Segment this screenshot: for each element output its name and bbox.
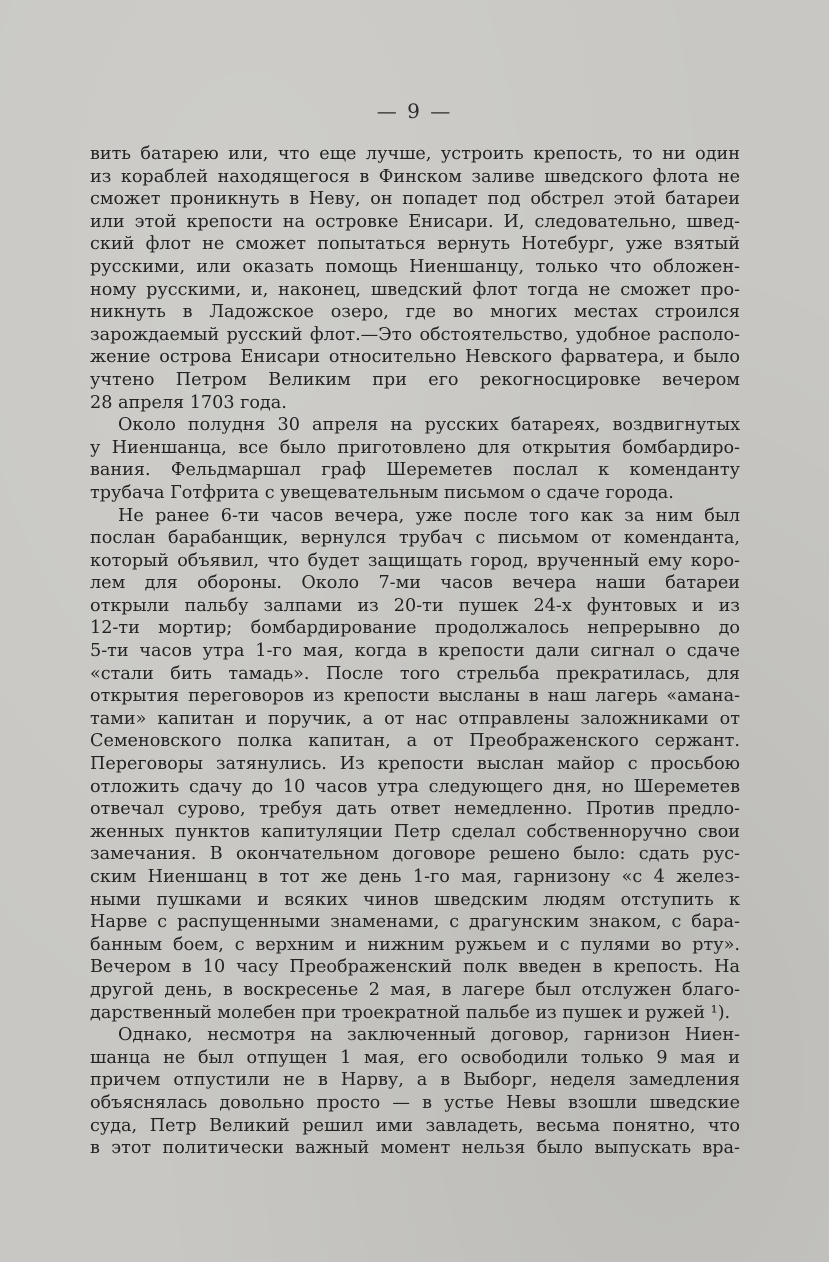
text-line: жение острова Енисари относительно Невского фарватера, и было (90, 347, 740, 368)
text-line: в этот политически важный момент нельзя было выпускать вра- (90, 1138, 740, 1159)
page-number: — 9 — (376, 99, 453, 123)
text-line: из кораблей находящегося в Финском заливе шведского флота не (90, 166, 740, 187)
paragraph-start-line: Не ранее 6-ти часов вечера, уже после того как за ним был (118, 505, 740, 526)
text-line: женных пунктов капитуляции Петр сделал собственноручно свои (90, 821, 740, 842)
text-line: суда, Петр Великий решил ими завладеть, весьма понятно, что (90, 1115, 740, 1136)
text-line: Нарве с распущенными знаменами, с драгунским знаком, с бара- (90, 912, 740, 933)
text-line: замечания. В окончательном договоре решено было: сдать рус- (90, 844, 740, 865)
text-line: отложить сдачу до 10 часов утра следующего дня, но Шереметев (90, 776, 740, 797)
text-line: Семеновского полка капитан, а от Преображенского сержант. (90, 731, 740, 752)
body-text (90, 143, 740, 1160)
text-line: никнуть в Ладожское озеро, где во многих местах строился (90, 302, 740, 323)
text-line: 5-ти часов утра 1-го мая, когда в крепости дали сигнал о сдаче (90, 641, 740, 662)
text-line: или этой крепости на островке Енисари. И, следовательно, швед- (90, 211, 740, 232)
text-line: 12-ти мортир; бомбардирование продолжалось непрерывно до (90, 618, 740, 639)
text-line: лем для обороны. Около 7-ми часов вечера наши батареи (90, 573, 740, 594)
text-line: причем отпустили не в Нарву, а в Выборг, неделя замедления (90, 1070, 740, 1091)
text-line: ными пушками и всяких чинов шведским людям отступить к (90, 889, 740, 910)
text-line: 28 апреля 1703 года. (90, 392, 287, 413)
text-line: вания. Фельдмаршал граф Шереметев послал к коменданту (90, 460, 740, 481)
text-line: русскими, или оказать помощь Ниеншанцу, только что обложен- (90, 256, 740, 277)
text-line: дарственный молебен при троекратной пальбе из пушек и ружей ¹). (90, 1002, 731, 1023)
text-line: ским Ниеншанц в тот же день 1-го мая, гарнизону «с 4 желез- (90, 867, 740, 887)
text-line: банным боем, с верхним и нижним ружьем и с пулями во рту». (90, 934, 740, 955)
text-line: «стали бить тамадь». После того стрельба прекратилась, для (90, 663, 740, 684)
text-line: который объявил, что будет защищать город, врученный ему коро- (90, 550, 740, 571)
text-line: отвечал сурово, требуя дать ответ немедленно. Против предло- (90, 799, 740, 820)
text-line: зарождаемый русский флот.—Это обстоятельство, удобное располо- (90, 324, 740, 345)
text-line: открытия переговоров из крепости высланы в наш лагерь «аманa- (90, 686, 740, 707)
text-line: открыли пальбу залпами из 20-ти пушек 24-х фунтовых и из (90, 595, 740, 616)
text-line: Вечером в 10 часу Преображенский полк введен в крепость. На (90, 957, 740, 978)
text-line: другой день, в воскресенье 2 мая, в лагере был отслужен благо- (90, 979, 740, 1000)
paragraph-start-line: Около полудня 30 апреля на русских батареях, воздвигнутых (118, 415, 740, 436)
text-line: объяснялась довольно просто — в устье Невы взошли шведские (90, 1092, 740, 1113)
text-line: у Ниеншанца, все было приготовлено для открытия бомбардиро- (90, 437, 740, 458)
text-line: тами» капитан и поручик, а от нас отправлены заложниками от (90, 708, 740, 729)
text-line: шанца не был отпущен 1 мая, его освободили только 9 мая и (90, 1047, 740, 1068)
text-line: трубача Готфрита с увещевательным письмом о сдаче города. (90, 482, 674, 503)
text-line: Переговоры затянулись. Из крепости выслан майор с просьбою (90, 754, 740, 775)
text-line: послан барабанщик, вернулся трубач с письмом от коменданта, (90, 528, 740, 549)
text-line: вить батарею или, что еще лучше, устроить крепость, то ни один (90, 144, 740, 164)
text-line: ский флот не сможет попытаться вернуть Нотебург, уже взятый (90, 234, 740, 255)
text-line: сможет проникнуть в Неву, он попадет под обстрел этой батареи (90, 189, 740, 210)
text-line: учтено Петром Великим при его рекогносцировке вечером (90, 369, 740, 390)
text-line: ному русскими, и, наконец, шведский флот тогда не сможет про- (90, 279, 740, 300)
paragraph-start-line: Однако, несмотря на заключенный договор, гарнизон Ниен- (118, 1025, 740, 1046)
